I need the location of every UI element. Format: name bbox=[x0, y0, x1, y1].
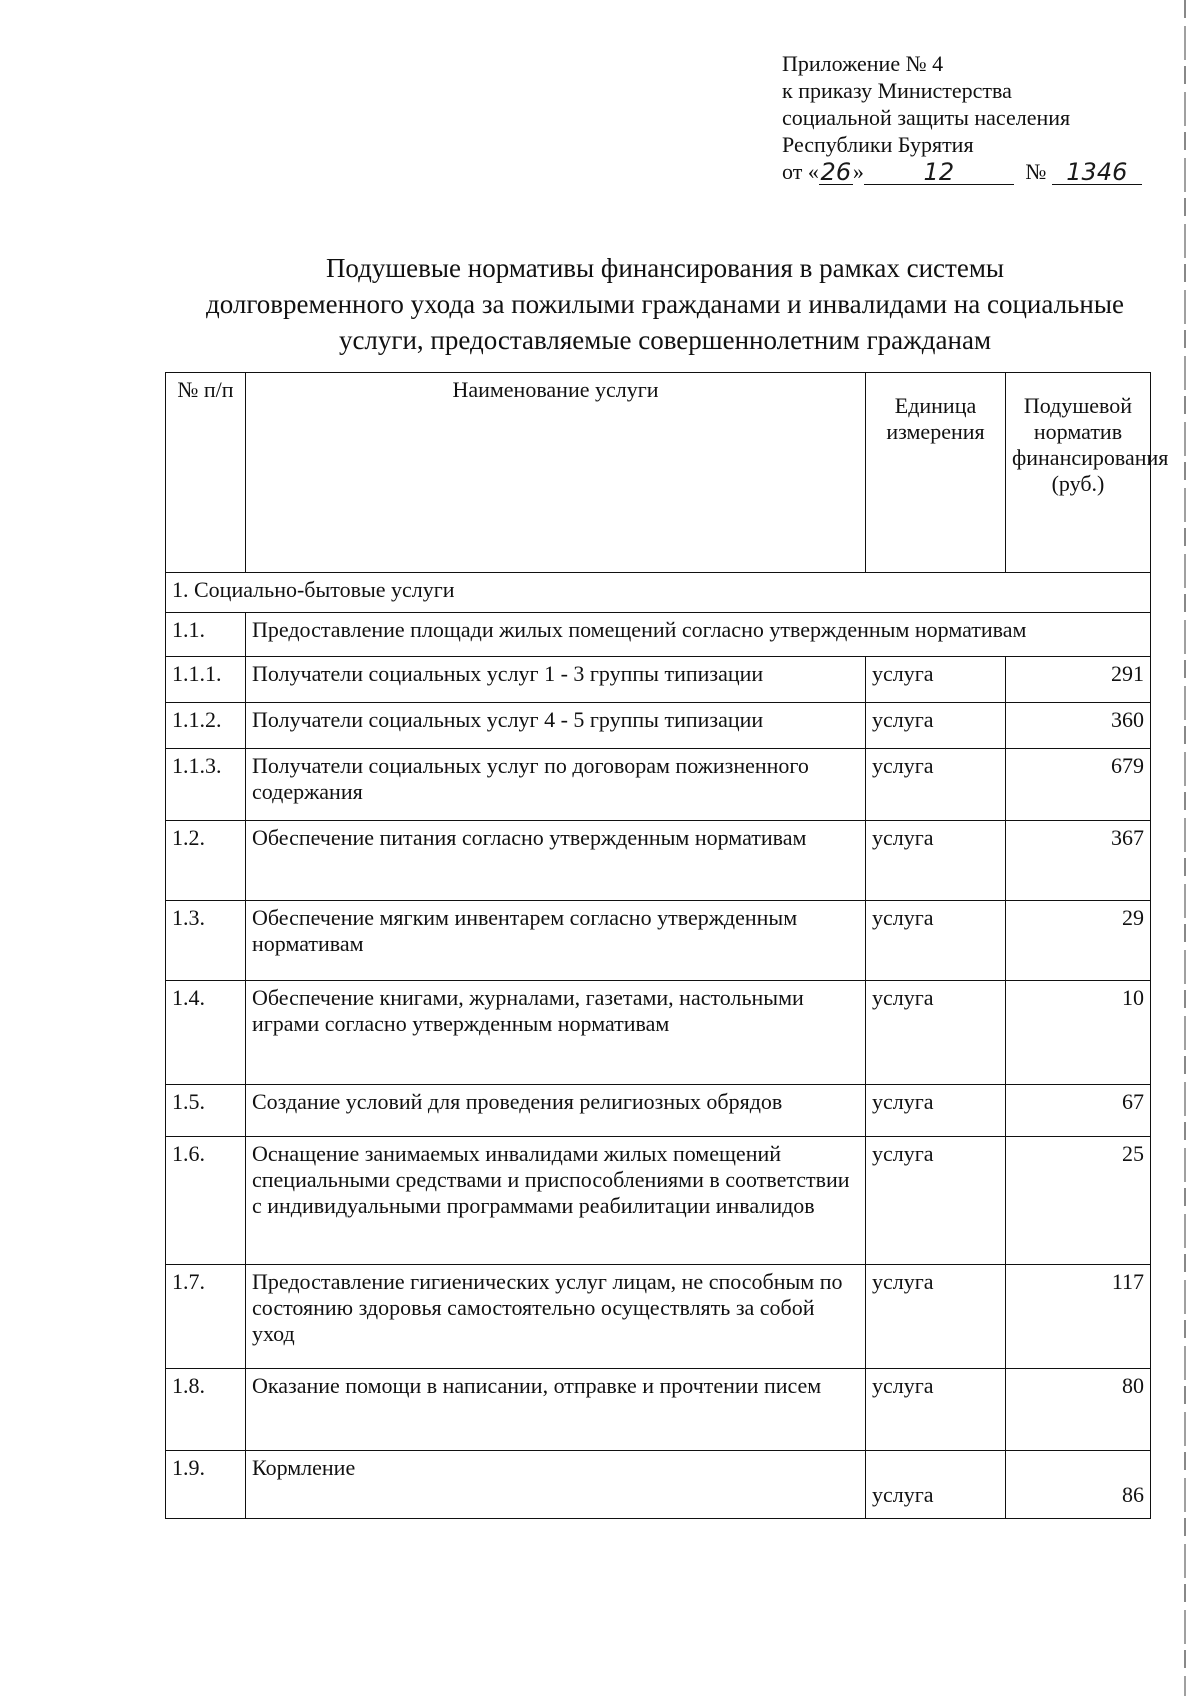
row-unit: услуга bbox=[866, 657, 1006, 703]
table-row bbox=[166, 749, 1151, 821]
row-value: 10 bbox=[1006, 981, 1151, 1085]
table-row bbox=[166, 1451, 1151, 1519]
row-name: Обеспечение мягким инвентарем согласно утвержденным нормативам bbox=[246, 901, 866, 981]
row-num: 1.1.3. bbox=[166, 749, 246, 821]
row-name: Оказание помощи в написании, отправке и прочтении писем bbox=[246, 1369, 866, 1451]
norms-table bbox=[165, 372, 1169, 1519]
row-name: Предоставление гигиенических услуг лицам, не способным по состоянию здоровья самостоятельно осуществлять за собой уход bbox=[246, 1265, 866, 1369]
table-row bbox=[166, 657, 1151, 703]
appendix-line-3: социальной защиты населения bbox=[782, 105, 1071, 130]
row-num: 1.1.2. bbox=[166, 703, 246, 749]
date-prefix: от « bbox=[782, 159, 819, 184]
row-unit: услуга bbox=[866, 703, 1006, 749]
date-day: 26 bbox=[820, 158, 852, 186]
row-value: 25 bbox=[1006, 1137, 1151, 1265]
table-row bbox=[166, 1265, 1151, 1369]
header-norm: Подушевой норматив финансирования (руб.) bbox=[1006, 373, 1151, 573]
row-unit: услуга bbox=[866, 901, 1006, 981]
table-header-row bbox=[166, 373, 1151, 573]
row-name: Кормление bbox=[246, 1451, 866, 1519]
row-name: Получатели социальных услуг 4 - 5 группы типизации bbox=[246, 703, 866, 749]
table-row bbox=[166, 1369, 1151, 1451]
row-num: 1.1.1. bbox=[166, 657, 246, 703]
group-row bbox=[166, 613, 1151, 657]
table-row bbox=[166, 901, 1151, 981]
section-row bbox=[166, 573, 1151, 613]
row-num: 1.4. bbox=[166, 981, 246, 1085]
row-unit: услуга bbox=[866, 1265, 1006, 1369]
row-name: Создание условий для проведения религиозных обрядов bbox=[246, 1085, 866, 1137]
row-unit: услуга bbox=[866, 1137, 1006, 1265]
number-label: № bbox=[1025, 159, 1047, 184]
row-value: 360 bbox=[1006, 703, 1151, 749]
row-unit: услуга bbox=[866, 1369, 1006, 1451]
title-line-3: услуги, предоставляемые совершеннолетним гражданам bbox=[338, 325, 992, 355]
header-num: № п/п bbox=[166, 373, 246, 573]
row-value: 67 bbox=[1006, 1085, 1151, 1137]
group-num: 1.1. bbox=[166, 613, 246, 657]
scan-edge-line bbox=[1184, 0, 1186, 1696]
row-num: 1.5. bbox=[166, 1085, 246, 1137]
row-value: 80 bbox=[1006, 1369, 1151, 1451]
row-value: 29 bbox=[1006, 901, 1151, 981]
date-month: 12 bbox=[864, 160, 1014, 185]
row-name: Оснащение занимаемых инвалидами жилых помещений специальными средствами и приспособлениями в соответствии с индивидуальными программами реабилитации инвалидов bbox=[246, 1137, 866, 1265]
date-mid: » bbox=[852, 159, 864, 184]
row-unit: услуга bbox=[866, 1085, 1006, 1137]
table-row bbox=[166, 981, 1151, 1085]
title-line-1: Подушевые нормативы финансирования в рамках системы bbox=[325, 253, 1005, 283]
row-value: 117 bbox=[1006, 1265, 1151, 1369]
table-row bbox=[166, 821, 1151, 901]
row-num: 1.2. bbox=[166, 821, 246, 901]
row-value: 367 bbox=[1006, 821, 1151, 901]
table-row bbox=[166, 703, 1151, 749]
appendix-block bbox=[782, 50, 1162, 188]
row-name: Обеспечение книгами, журналами, газетами, настольными играми согласно утвержденным нормативам bbox=[246, 981, 866, 1085]
section-title: 1. Социально-бытовые услуги bbox=[166, 573, 1151, 613]
group-name: Предоставление площади жилых помещений согласно утвержденным нормативам bbox=[246, 613, 1151, 657]
header-name: Наименование услуги bbox=[246, 373, 866, 573]
row-value: 86 bbox=[1006, 1451, 1151, 1519]
row-name: Получатели социальных услуг 1 - 3 группы типизации bbox=[246, 657, 866, 703]
appendix-line-1: Приложение № 4 bbox=[782, 51, 944, 76]
row-value: 291 bbox=[1006, 657, 1151, 703]
row-unit: услуга bbox=[866, 1451, 1006, 1519]
row-unit: услуга bbox=[866, 981, 1006, 1085]
header-unit: Единица измерения bbox=[866, 373, 1006, 573]
row-num: 1.3. bbox=[166, 901, 246, 981]
order-number: 1346 bbox=[1052, 160, 1142, 185]
table-row bbox=[166, 1085, 1151, 1137]
row-unit: услуга bbox=[866, 749, 1006, 821]
row-name: Обеспечение питания согласно утвержденным нормативам bbox=[246, 821, 866, 901]
appendix-line-4: Республики Бурятия bbox=[782, 132, 974, 157]
document-title bbox=[160, 250, 1170, 358]
order-date-number-row bbox=[782, 158, 1162, 188]
row-num: 1.7. bbox=[166, 1265, 246, 1369]
row-num: 1.8. bbox=[166, 1369, 246, 1451]
row-value: 679 bbox=[1006, 749, 1151, 821]
row-num: 1.6. bbox=[166, 1137, 246, 1265]
row-num: 1.9. bbox=[166, 1451, 246, 1519]
appendix-line-2: к приказу Министерства bbox=[782, 78, 1012, 103]
row-unit: услуга bbox=[866, 821, 1006, 901]
title-line-2: долговременного ухода за пожилыми гражданами и инвалидами на социальные bbox=[206, 289, 1124, 319]
table-row bbox=[166, 1137, 1151, 1265]
row-name: Получатели социальных услуг по договорам пожизненного содержания bbox=[246, 749, 866, 821]
